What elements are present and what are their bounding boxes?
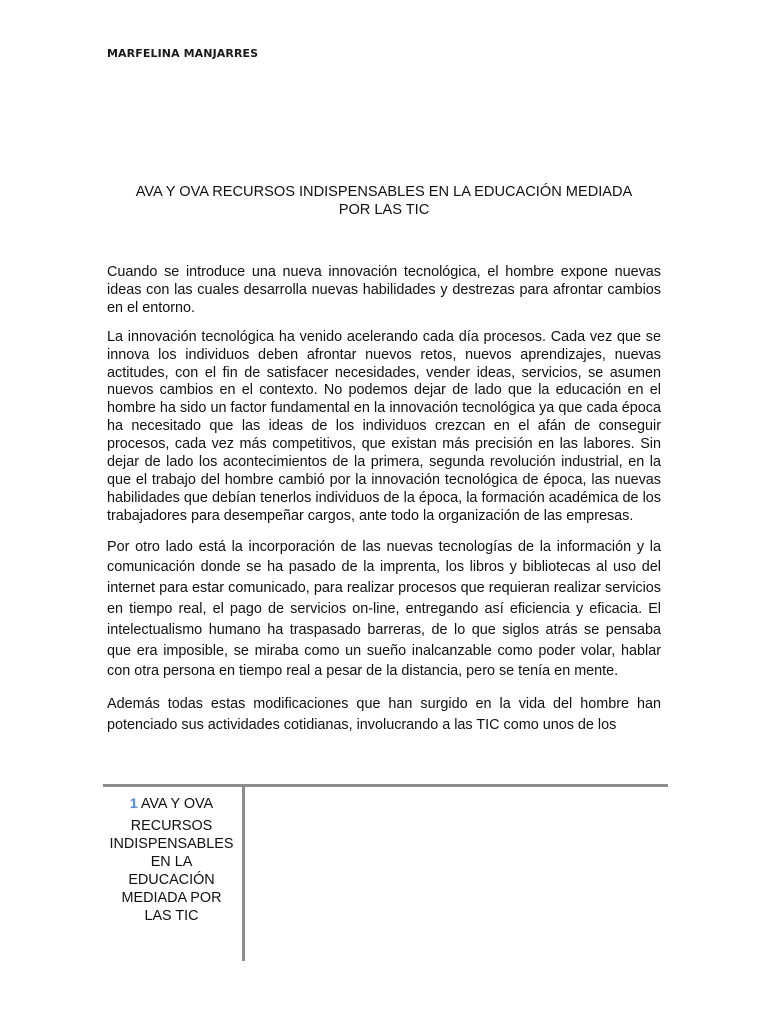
toc-line: EN LA: [150, 854, 193, 870]
paragraph: Cuando se introduce una nueva innovación tecnológica, el hombre expone nuevas ideas con las cuales desarrolla nuevas habilidades y destrezas para afrontar cambios en el entorno.: [107, 264, 661, 316]
toc-box: [103, 794, 240, 925]
toc-heading: [103, 794, 240, 813]
toc-line: MEDIADA POR: [121, 890, 222, 906]
document-title: [107, 183, 661, 219]
paragraph: Además todas estas modificaciones que han surgido en la vida del hombre han potenciado sus actividades cotidianas, involucrando a las TIC como unos de los: [107, 696, 661, 734]
title-line: AVA Y OVA RECURSOS INDISPENSABLES EN LA EDUCACIÓN MEDIADA: [135, 184, 633, 200]
paragraph: La innovación tecnológica ha venido acelerando cada día procesos. Cada vez que se innova los individuos deben afrontar nuevos retos, nuevos aprendizajes, nuevas actitudes, con el fin de satisfacer necesidades, vender ideas, servicios, se asumen nuevos cambios en el contexto. No podemos dejar de lado que la educación en el hombre ha sido un factor fundamental en la innovación tecnológica ya que cada época ha necesitado que las ideas de los individuos crezcan en el afán de conseguir procesos, cada vez más competitivos, que existan más precisión en las labores. Sin dejar de lado los acontecimientos de la primera, segunda revolución industrial, en la que el trabajo del hombre cambió por la innovación tecnológica de época, las nuevas habilidades que debían tenerlos individuos de la época, la formación académica de los trabajadores para desempeñar cargos, ante todo la organización de las empresas.: [107, 328, 661, 524]
author-name: MARFELINA MANJARRES: [107, 47, 259, 60]
toc-line: RECURSOS: [130, 818, 213, 834]
toc-line: EDUCACIÓN: [128, 872, 215, 888]
toc-line: LAS TIC: [144, 908, 199, 924]
section-divider: [103, 784, 668, 787]
document-body: [107, 264, 661, 736]
toc-number: 1: [129, 795, 138, 811]
toc-line: INDISPENSABLES: [109, 836, 234, 852]
title-line: POR LAS TIC: [338, 202, 430, 218]
paragraph: Por otro lado está la incorporación de las nuevas tecnologías de la información y la comunicación donde se ha pasado de la imprenta, los libros y bibliotecas al uso del internet para estar comunicado, para realizar procesos que requieran realizar servicios en tiempo real, el pago de servicios on-line, entregando así eficiencia y eficacia. El intelectualismo humano ha traspasado barreras, de lo que siglos atrás se pensaba que era imposible, se miraba como un sueño inalcanzable como poder volar, hablar con otra persona en tiempo real a pesar de la distancia, pero se tenía en mente.: [107, 538, 661, 680]
column-divider: [242, 787, 245, 961]
toc-head-label: AVA Y OVA: [140, 796, 214, 812]
